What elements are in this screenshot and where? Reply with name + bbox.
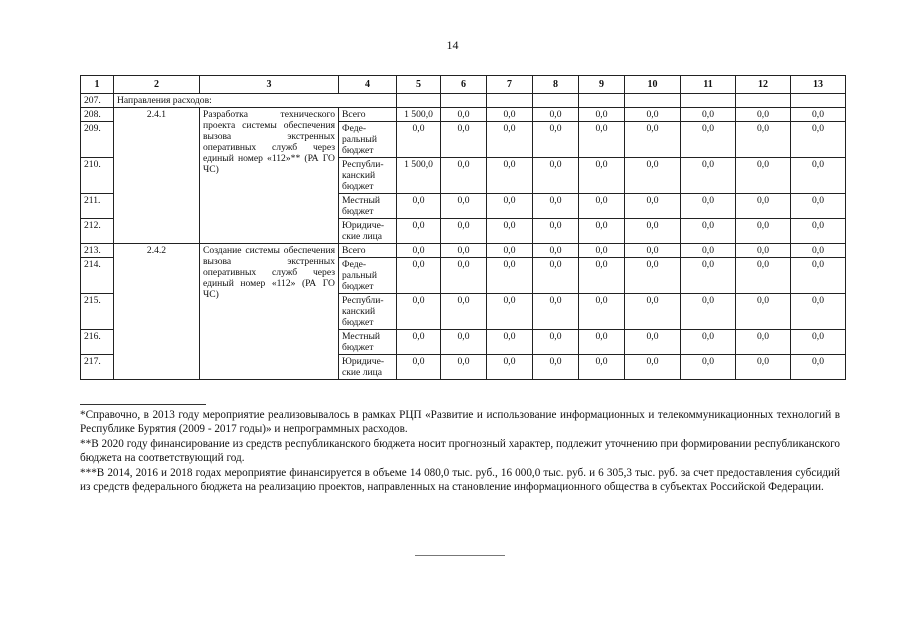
- column-header: 11: [681, 76, 736, 94]
- row-number: 213.: [81, 244, 114, 258]
- value-cell: 0,0: [579, 294, 625, 330]
- value-cell: 0,0: [791, 122, 846, 158]
- value-cell: 0,0: [533, 258, 579, 294]
- empty-cell: [579, 94, 625, 108]
- value-cell: 0,0: [487, 122, 533, 158]
- empty-cell: [397, 94, 441, 108]
- value-cell: 0,0: [736, 122, 791, 158]
- value-cell: 0,0: [441, 244, 487, 258]
- footnote-2: **В 2020 году финансирование из средств республиканского бюджета носит прогнозный характер, подлежит уточнению при формировании республиканского бюджета на соответствующий год.: [80, 437, 840, 465]
- value-cell: 0,0: [791, 355, 846, 380]
- empty-cell: [487, 94, 533, 108]
- value-cell: 0,0: [397, 122, 441, 158]
- value-cell: 0,0: [533, 194, 579, 219]
- table-row: [81, 108, 846, 122]
- value-cell: 0,0: [487, 294, 533, 330]
- value-cell: 0,0: [625, 294, 681, 330]
- value-cell: 0,0: [736, 244, 791, 258]
- value-cell: 0,0: [533, 330, 579, 355]
- column-header: 8: [533, 76, 579, 94]
- value-cell: 0,0: [681, 108, 736, 122]
- value-cell: 0,0: [681, 294, 736, 330]
- value-cell: 0,0: [681, 330, 736, 355]
- row-number: 208.: [81, 108, 114, 122]
- column-header: 13: [791, 76, 846, 94]
- row-number: 207.: [81, 94, 114, 108]
- value-cell: 0,0: [441, 355, 487, 380]
- value-cell: 0,0: [487, 108, 533, 122]
- value-cell: 0,0: [441, 122, 487, 158]
- value-cell: 0,0: [791, 258, 846, 294]
- value-cell: 0,0: [487, 158, 533, 194]
- value-cell: 0,0: [625, 355, 681, 380]
- value-cell: 0,0: [533, 244, 579, 258]
- value-cell: 1 500,0: [397, 158, 441, 194]
- value-cell: 0,0: [533, 122, 579, 158]
- footnote-separator: [80, 404, 206, 405]
- value-cell: 0,0: [736, 294, 791, 330]
- value-cell: 0,0: [441, 258, 487, 294]
- value-cell: 0,0: [533, 294, 579, 330]
- value-cell: 0,0: [579, 219, 625, 244]
- row-number: 211.: [81, 194, 114, 219]
- row-number: 217.: [81, 355, 114, 380]
- value-cell: 0,0: [397, 330, 441, 355]
- value-cell: 0,0: [736, 355, 791, 380]
- row-number: 209.: [81, 122, 114, 158]
- table-header-row: [81, 76, 846, 94]
- value-cell: 0,0: [579, 355, 625, 380]
- column-header: 3: [200, 76, 339, 94]
- activity-code: 2.4.1: [114, 108, 200, 244]
- value-cell: 0,0: [791, 244, 846, 258]
- funding-source: Феде-ральный бюджет: [339, 122, 397, 158]
- value-cell: 0,0: [441, 108, 487, 122]
- value-cell: 0,0: [487, 244, 533, 258]
- value-cell: 0,0: [681, 122, 736, 158]
- value-cell: 0,0: [533, 108, 579, 122]
- value-cell: 0,0: [487, 194, 533, 219]
- value-cell: 0,0: [579, 258, 625, 294]
- column-header: 9: [579, 76, 625, 94]
- value-cell: 0,0: [397, 258, 441, 294]
- empty-cell: [441, 94, 487, 108]
- value-cell: 0,0: [736, 258, 791, 294]
- footnotes: [80, 408, 840, 494]
- footnote-3: ***В 2014, 2016 и 2018 годах мероприятие финансируется в объеме 14 080,0 тыс. руб., 16 000,0 тыс. руб. и 6 305,3 тыс. руб. за счет предоставления субсидий из средств федерального бюджета на реализацию проектов, направленных на становление информационного общества в субъектах Российской Федерации.: [80, 466, 840, 494]
- value-cell: 0,0: [791, 330, 846, 355]
- value-cell: 0,0: [681, 244, 736, 258]
- funding-source: Феде-ральный бюджет: [339, 258, 397, 294]
- column-header: 5: [397, 76, 441, 94]
- section-label: Направления расходов:: [114, 94, 397, 108]
- value-cell: 0,0: [487, 355, 533, 380]
- activity-name: Создание системы обеспечения вызова экстренных оперативных служб через единый номер «112» (РА ГО ЧС): [200, 244, 339, 380]
- value-cell: 0,0: [681, 194, 736, 219]
- value-cell: 0,0: [533, 355, 579, 380]
- value-cell: 0,0: [736, 108, 791, 122]
- funding-source: Местный бюджет: [339, 330, 397, 355]
- value-cell: 0,0: [736, 330, 791, 355]
- value-cell: 0,0: [791, 108, 846, 122]
- table-row: [81, 244, 846, 258]
- value-cell: 0,0: [681, 355, 736, 380]
- funding-source: Всего: [339, 108, 397, 122]
- empty-cell: [625, 94, 681, 108]
- value-cell: 0,0: [791, 294, 846, 330]
- value-cell: 0,0: [625, 194, 681, 219]
- empty-cell: [681, 94, 736, 108]
- funding-source: Юридиче-ские лица: [339, 219, 397, 244]
- value-cell: 0,0: [533, 219, 579, 244]
- column-header: 7: [487, 76, 533, 94]
- column-header: 1: [81, 76, 114, 94]
- value-cell: 0,0: [736, 158, 791, 194]
- value-cell: 0,0: [579, 194, 625, 219]
- value-cell: 0,0: [487, 330, 533, 355]
- value-cell: 0,0: [579, 330, 625, 355]
- footnote-1: *Справочно, в 2013 году мероприятие реализовывалось в рамках РЦП «Развитие и использование информационных и телекоммуникационных технологий в Республике Бурятия (2009 - 2017 годы)» и непрограммных расходов.: [80, 409, 840, 436]
- activity-code: 2.4.2: [114, 244, 200, 380]
- row-number: 210.: [81, 158, 114, 194]
- row-number: 212.: [81, 219, 114, 244]
- value-cell: 0,0: [579, 158, 625, 194]
- empty-cell: [736, 94, 791, 108]
- column-header: 2: [114, 76, 200, 94]
- column-header: 12: [736, 76, 791, 94]
- value-cell: 0,0: [625, 219, 681, 244]
- value-cell: 0,0: [441, 194, 487, 219]
- value-cell: 1 500,0: [397, 108, 441, 122]
- table-row: [81, 94, 846, 108]
- value-cell: 0,0: [681, 258, 736, 294]
- value-cell: 0,0: [681, 219, 736, 244]
- row-number: 214.: [81, 258, 114, 294]
- value-cell: 0,0: [625, 258, 681, 294]
- value-cell: 0,0: [791, 158, 846, 194]
- column-header: 4: [339, 76, 397, 94]
- empty-cell: [791, 94, 846, 108]
- funding-source: Местный бюджет: [339, 194, 397, 219]
- row-number: 215.: [81, 294, 114, 330]
- value-cell: 0,0: [791, 194, 846, 219]
- value-cell: 0,0: [625, 158, 681, 194]
- value-cell: 0,0: [397, 194, 441, 219]
- budget-table: [80, 75, 846, 380]
- value-cell: 0,0: [579, 244, 625, 258]
- funding-source: Юридиче-ские лица: [339, 355, 397, 380]
- value-cell: 0,0: [736, 194, 791, 219]
- bottom-separator: [415, 555, 505, 556]
- value-cell: 0,0: [533, 158, 579, 194]
- value-cell: 0,0: [579, 108, 625, 122]
- column-header: 10: [625, 76, 681, 94]
- value-cell: 0,0: [441, 219, 487, 244]
- value-cell: 0,0: [397, 355, 441, 380]
- page-number: 14: [446, 38, 459, 52]
- value-cell: 0,0: [441, 330, 487, 355]
- value-cell: 0,0: [441, 158, 487, 194]
- activity-name: Разработка технического проекта системы обеспечения вызова экстренных оперативных служб через единый номер «112»** (РА ГО ЧС): [200, 108, 339, 244]
- funding-source: Республи-канский бюджет: [339, 294, 397, 330]
- row-number: 216.: [81, 330, 114, 355]
- value-cell: 0,0: [487, 258, 533, 294]
- value-cell: 0,0: [791, 219, 846, 244]
- value-cell: 0,0: [736, 219, 791, 244]
- funding-source: Республи-канский бюджет: [339, 158, 397, 194]
- value-cell: 0,0: [441, 294, 487, 330]
- value-cell: 0,0: [625, 108, 681, 122]
- empty-cell: [533, 94, 579, 108]
- value-cell: 0,0: [625, 330, 681, 355]
- funding-source: Всего: [339, 244, 397, 258]
- column-header: 6: [441, 76, 487, 94]
- value-cell: 0,0: [487, 219, 533, 244]
- value-cell: 0,0: [579, 122, 625, 158]
- value-cell: 0,0: [397, 219, 441, 244]
- value-cell: 0,0: [625, 244, 681, 258]
- value-cell: 0,0: [681, 158, 736, 194]
- value-cell: 0,0: [397, 294, 441, 330]
- value-cell: 0,0: [625, 122, 681, 158]
- value-cell: 0,0: [397, 244, 441, 258]
